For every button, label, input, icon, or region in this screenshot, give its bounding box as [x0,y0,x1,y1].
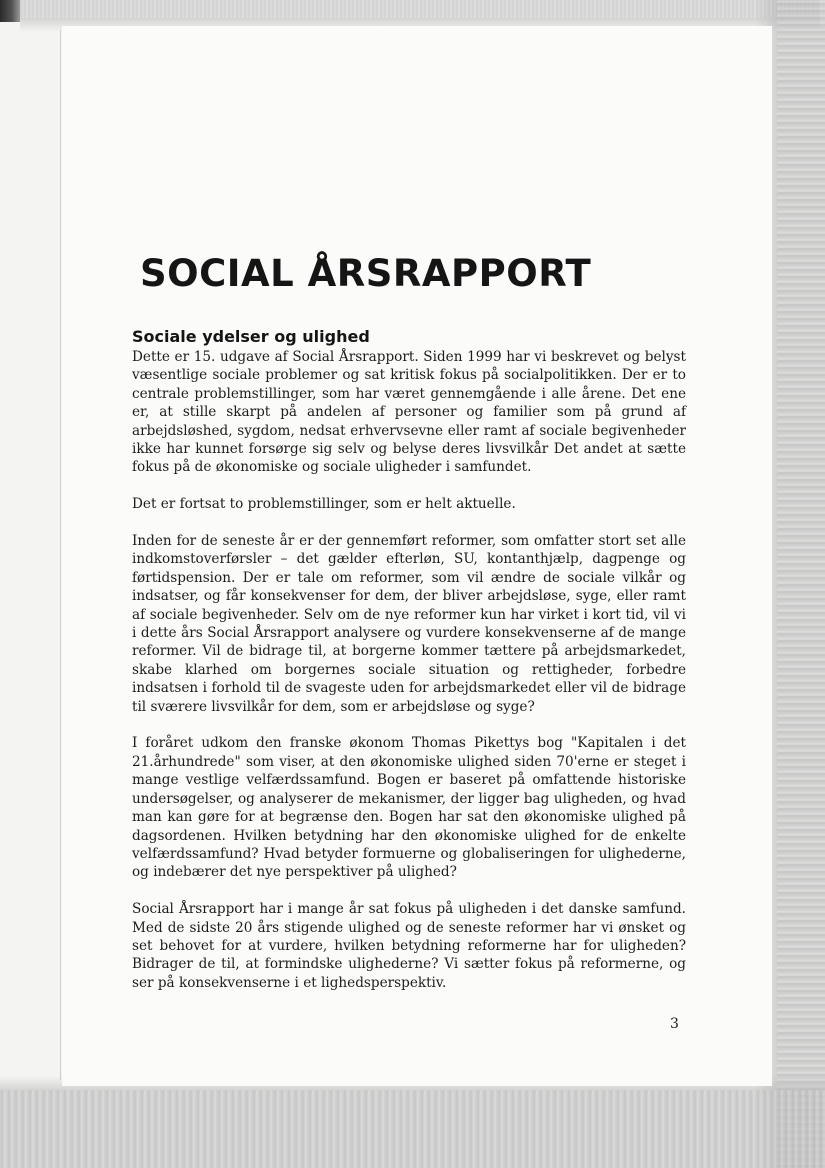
paragraph-reforms: Inden for de seneste år er der gennemført reformer, som omfatter stort set alle indkomstoverførsler – det gælder efterløn, SU, kontanthjælp, dagpenge og førtidspension. Der er tale om reformer, som vil ændre de sociale vilkår og indsatser, og får konsekvenser for dem, der bliver arbejdsløse, syge, eller ramt af sociale begivenheder. Selv om de nye reformer kun har virket i kort tid, vil vi i dette års Social Årsrapport analysere og vurdere konsekvenserne af de mange reformer. Vil de bidrage til, at borgerne kommer tættere på arbejdsmarkedet, skabe klarhed om borgernes sociale situation og rettigheder, forbedre indsatsen i forhold til de svageste uden for arbejdsmarkedet eller vil de bidrage til sværere livsvilkår for dem, som er arbejdsløse og syge? [132,533,686,715]
paragraph-inequality-focus: Social Årsrapport har i mange år sat fokus på uligheden i det danske samfund. Med de sidste 20 års stigende ulighed og de seneste reformer har vi ønsket og set behovet for at vurdere, hvilken betydning reformerne har for uligheden? Bidrager de til, at formindske ulighederne? Vi sætter fokus på reformerne, og ser på konsekvenserne i et lighedsperspektiv. [132,901,686,991]
scan-right-edge [777,0,825,1168]
paragraph-current-issues: Det er fortsat to problemstillinger, som er helt aktuelle. [132,496,516,513]
scan-top-edge [20,0,820,18]
scan-left-crease [60,30,61,1080]
page-title: SOCIAL ÅRSRAPPORT [140,252,592,295]
body-text [132,348,686,1011]
page-number: 3 [670,1016,679,1032]
scan-corner-artifact [0,0,20,22]
paragraph-intro: Dette er 15. udgave af Social Årsrapport. Siden 1999 har vi beskrevet og belyst væsentlige sociale problemer og sat kritisk fokus på socialpolitikken. Der er to centrale problemstillinger, som har været gennemgående i alle årene. Det ene er, at stille skarpt på andelen af personer og familier som på grund af arbejdsløshed, sygdom, nedsat erhvervsevne eller ramt af sociale begivenheder ikke har kunnet forsørge sig selv og belyse deres livsvilkår Det andet at sætte fokus på de økonomiske og sociale uligheder i samfundet. [132,349,686,476]
section-heading: Sociale ydelser og ulighed [132,327,370,346]
scan-bottom-edge [0,1090,825,1168]
paragraph-piketty: I foråret udkom den franske økonom Thomas Pikettys bog "Kapitalen i det 21.århundrede" som viser, at den økonomiske ulighed siden 70'erne er steget i mange vestlige velfærdssamfund. Bogen er baseret på omfattende historiske undersøgelser, og analyserer de mekanismer, der ligger bag uligheden, og hvad man kan gøre for at begrænse den. Bogen har sat den økonomiske ulighed på dagsordenen. Hvilken betydning har den økonomiske ulighed for de enkelte velfærdssamfund? Hvad betyder formuerne og globaliseringen for ulighederne, og indebærer det nye perspektiver på ulighed? [132,735,686,881]
